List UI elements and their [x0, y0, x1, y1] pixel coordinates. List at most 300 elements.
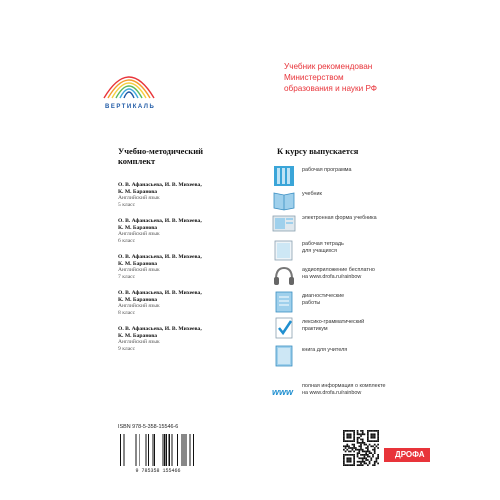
qr-cell [352, 464, 354, 466]
qr-cell [348, 437, 350, 439]
component-item [272, 264, 472, 288]
qr-cell [370, 445, 372, 447]
qr-cell [377, 444, 379, 446]
book-entry [118, 254, 258, 280]
qr-cell [374, 449, 376, 451]
qr-cell [370, 440, 372, 442]
recommendation-line: Министерством [284, 73, 344, 82]
qr-cell [365, 459, 367, 461]
qr-cell [374, 452, 376, 454]
book-authors: К. М. Баранова [118, 224, 158, 231]
qr-cell [374, 463, 376, 465]
book-authors: О. В. Афанасьева, И. В. Михеева, [118, 326, 202, 332]
component-label-line: практикум [302, 325, 328, 332]
qr-cell [370, 430, 372, 432]
qr-cell [369, 430, 371, 432]
qr-cell [369, 444, 371, 446]
qr-cell [343, 445, 345, 447]
qr-cell [367, 459, 369, 461]
component-label-line: на www.drofa.ru/rainbow [302, 389, 362, 396]
textbook-icon [272, 188, 296, 212]
qr-cell [348, 451, 350, 453]
component-label [302, 347, 452, 354]
qr-cell [370, 435, 372, 437]
book-grade: 5 класс [118, 201, 136, 208]
qr-cell [357, 437, 359, 439]
component-label [302, 293, 452, 306]
barcode [118, 430, 198, 474]
qr-cell [364, 442, 366, 444]
barcode-bar [154, 434, 156, 466]
qr-cell [377, 435, 379, 437]
qr-cell [360, 449, 362, 451]
component-label [302, 215, 452, 222]
qr-cell [364, 456, 366, 458]
qr-cell [343, 457, 345, 459]
qr-cell [362, 442, 364, 444]
component-item [272, 212, 472, 236]
qr-cells [343, 430, 379, 466]
qr-cell [345, 445, 347, 447]
qr-cell [353, 439, 355, 441]
qr-cell [357, 464, 359, 466]
barcode-bar [177, 434, 178, 466]
qr-cell [353, 447, 355, 449]
qr-cell [346, 437, 348, 439]
qr-cell [352, 447, 354, 449]
book-subject: Английский язык [118, 339, 160, 346]
qr-cell [367, 432, 369, 434]
qr-cell [350, 430, 352, 432]
qr-cell [350, 457, 352, 459]
qr-cell [350, 437, 352, 439]
qr-cell [377, 463, 379, 465]
teacher-book-icon [272, 344, 296, 368]
qr-cell [367, 456, 369, 458]
component-item [272, 380, 472, 404]
barcode-bar [186, 434, 187, 466]
qr-cell [374, 447, 376, 449]
qr-cell [374, 437, 376, 439]
qr-cell [377, 433, 379, 435]
qr-cell [345, 447, 347, 449]
qr-cell [343, 440, 345, 442]
qr-cell [365, 447, 367, 449]
component-label [302, 241, 452, 254]
qr-cell [345, 451, 347, 453]
qr-cell [357, 432, 359, 434]
qr-cell [353, 457, 355, 459]
qr-cell [343, 437, 345, 439]
qr-cell [345, 430, 347, 432]
qr-cell [362, 451, 364, 453]
barcode-bar [120, 434, 121, 466]
qr-cell [360, 430, 362, 432]
qr-cell [348, 461, 350, 463]
qr-cell [369, 461, 371, 463]
qr-cell [353, 454, 355, 456]
qr-cell [352, 430, 354, 432]
qr-cell [353, 459, 355, 461]
barcode-bar [193, 434, 194, 466]
qr-cell [365, 444, 367, 446]
qr-cell [365, 457, 367, 459]
qr-cell [372, 435, 374, 437]
qr-cell [377, 439, 379, 441]
qr-cell [343, 439, 345, 441]
book-authors: О. В. Афанасьева, И. В. Михеева, [118, 290, 202, 296]
qr-cell [353, 464, 355, 466]
qr-cell [358, 464, 360, 466]
drofa-logo-text: ДРОФА [395, 450, 425, 459]
qr-cell [374, 461, 376, 463]
qr-cell [357, 442, 359, 444]
qr-cell [350, 433, 352, 435]
qr-cell [350, 454, 352, 456]
component-label-line: аудиоприложение бесплатно [302, 267, 375, 273]
electronic-textbook-icon [272, 212, 296, 236]
qr-cell [357, 439, 359, 441]
qr-cell [343, 464, 345, 466]
component-label [302, 383, 452, 396]
qr-cell [360, 445, 362, 447]
component-item [272, 188, 472, 212]
qr-cell [369, 463, 371, 465]
qr-cell [360, 433, 362, 435]
qr-cell [343, 432, 345, 434]
qr-cell [360, 447, 362, 449]
qr-cell [350, 459, 352, 461]
book-subject: Английский язык [118, 195, 160, 202]
qr-cell [348, 454, 350, 456]
qr-cell [348, 459, 350, 461]
qr-cell [377, 437, 379, 439]
qr-cell [343, 433, 345, 435]
qr-cell [343, 430, 345, 432]
book-authors: К. М. Баранова [118, 332, 158, 339]
qr-cell [353, 440, 355, 442]
qr-cell [372, 445, 374, 447]
book-authors: К. М. Баранова [118, 260, 158, 267]
qr-cell [377, 432, 379, 434]
qr-cell [367, 447, 369, 449]
qr-cell [346, 449, 348, 451]
qr-cell [367, 430, 369, 432]
work-program-icon [272, 164, 296, 188]
diagnostic-icon [272, 290, 296, 314]
qr-cell [370, 452, 372, 454]
qr-cell [352, 454, 354, 456]
qr-cell [372, 454, 374, 456]
qr-cell [346, 444, 348, 446]
component-label-line: для учащихся [302, 247, 337, 254]
book-entry [118, 326, 258, 352]
qr-cell [370, 457, 372, 459]
barcode-bar [172, 434, 173, 466]
barcode-bar [153, 434, 154, 466]
qr-cell [358, 452, 360, 454]
qr-cell [362, 454, 364, 456]
qr-cell [348, 430, 350, 432]
qr-cell [362, 440, 364, 442]
qr-cell [360, 461, 362, 463]
qr-cell [343, 463, 345, 465]
qr-cell [357, 440, 359, 442]
qr-cell [369, 456, 371, 458]
qr-cell [353, 463, 355, 465]
qr-cell [348, 447, 350, 449]
component-label-line: рабочая тетрадь [302, 241, 344, 247]
qr-cell [362, 457, 364, 459]
qr-cell [357, 433, 359, 435]
headphones-icon [272, 264, 296, 288]
qr-cell [372, 449, 374, 451]
barcode-bars [120, 434, 194, 466]
component-label-line: книга для учителя [302, 347, 348, 353]
qr-cell [348, 433, 350, 435]
qr-cell [343, 449, 345, 451]
component-label [302, 191, 452, 198]
qr-cell [367, 454, 369, 456]
book-authors: К. М. Баранова [118, 296, 158, 303]
qr-cell [357, 456, 359, 458]
qr-cell [357, 452, 359, 454]
qr-cell [362, 433, 364, 435]
qr-cell [346, 445, 348, 447]
www-icon: www [272, 387, 294, 397]
recommendation-line: образования и науки РФ [284, 84, 378, 93]
book-grade: 7 класс [118, 273, 136, 280]
qr-cell [367, 433, 369, 435]
component-label [302, 319, 452, 332]
component-item [272, 290, 472, 314]
qr-cell [374, 440, 376, 442]
book-subject: Английский язык [118, 231, 160, 238]
qr-cell [362, 432, 364, 434]
qr-cell [355, 447, 357, 449]
qr-cell [353, 432, 355, 434]
isbn-text: ISBN 978-5-358-15546-6 [118, 424, 179, 430]
qr-cell [353, 456, 355, 458]
qr-cell [370, 459, 372, 461]
qr-cell [353, 435, 355, 437]
qr-cell [350, 461, 352, 463]
qr-cell [350, 440, 352, 442]
qr-cell [377, 430, 379, 432]
qr-cell [360, 464, 362, 466]
qr-cell [352, 444, 354, 446]
qr-cell [362, 430, 364, 432]
qr-cell [367, 445, 369, 447]
qr-cell [350, 435, 352, 437]
component-label-line: учебник [302, 191, 322, 197]
qr-cell [362, 461, 364, 463]
qr-cell [346, 464, 348, 466]
qr-cell [377, 456, 379, 458]
vertikal-logo-icon [100, 52, 158, 104]
component-label-line: диагностические [302, 293, 345, 299]
component-label-line: электронная форма учебника [302, 215, 377, 221]
qr-cell [374, 430, 376, 432]
qr-cell [348, 445, 350, 447]
qr-cell [353, 444, 355, 446]
qr-cell [345, 464, 347, 466]
barcode-bar [164, 434, 165, 466]
qr-cell [357, 430, 359, 432]
qr-cell [346, 454, 348, 456]
qr-cell [343, 461, 345, 463]
qr-cell [367, 440, 369, 442]
qr-cell [360, 444, 362, 446]
barcode-bar [185, 434, 186, 466]
qr-cell [360, 454, 362, 456]
qr-cell [365, 463, 367, 465]
qr-cell [355, 449, 357, 451]
qr-cell [374, 435, 376, 437]
barcode-digits: 9 785358 155466 [135, 468, 181, 474]
drofa-logo [384, 448, 430, 462]
qr-cell [367, 449, 369, 451]
book-entry [118, 218, 258, 244]
qr-cell [370, 437, 372, 439]
qr-cell [352, 449, 354, 451]
recommendation-line: Учебник рекомендован [284, 62, 373, 71]
qr-cell [374, 451, 376, 453]
book-authors: К. М. Баранова [118, 188, 158, 195]
barcode-bar [139, 434, 140, 466]
qr-cell [365, 452, 367, 454]
qr-cell [372, 430, 374, 432]
qr-cell [353, 445, 355, 447]
qr-cell [346, 435, 348, 437]
qr-cell [358, 437, 360, 439]
book-subject: Английский язык [118, 267, 160, 274]
qr-cell [353, 433, 355, 435]
qr-cell [357, 454, 359, 456]
qr-cell [364, 463, 366, 465]
qr-cell [345, 454, 347, 456]
qr-cell [365, 454, 367, 456]
checkmark-icon [272, 316, 296, 340]
qr-cell [350, 464, 352, 466]
qr-cell [364, 433, 366, 435]
qr-cell [367, 435, 369, 437]
qr-cell [360, 457, 362, 459]
qr-cell [358, 451, 360, 453]
qr-cell [346, 457, 348, 459]
book-grade: 9 класс [118, 345, 136, 352]
qr-cell [360, 435, 362, 437]
qr-cell [374, 464, 376, 466]
qr-cell [364, 451, 366, 453]
qr-cell [358, 445, 360, 447]
qr-cell [364, 461, 366, 463]
kit-heading: К курсу выпускается [277, 146, 359, 156]
qr-cell [367, 451, 369, 453]
qr-cell [343, 459, 345, 461]
qr-cell [362, 459, 364, 461]
qr-cell [345, 440, 347, 442]
barcode-bar [183, 434, 184, 466]
barcode-bar [184, 434, 185, 466]
qr-cell [365, 451, 367, 453]
qr-cell [348, 440, 350, 442]
qr-cell [364, 454, 366, 456]
barcode-bar [169, 434, 171, 466]
barcode-bar [190, 434, 191, 466]
qr-cell [346, 430, 348, 432]
barcode-bar [146, 434, 147, 466]
qr-cell [343, 435, 345, 437]
qr-cell [367, 439, 369, 441]
component-label [302, 267, 452, 280]
qr-cell [360, 463, 362, 465]
qr-cell [369, 451, 371, 453]
component-item [272, 164, 472, 188]
qr-cell [343, 456, 345, 458]
component-label-line: лексико-грамматический [302, 319, 365, 325]
qr-cell [360, 439, 362, 441]
book-entry [118, 182, 258, 208]
qr-cell [358, 449, 360, 451]
qr-cell [369, 452, 371, 454]
qr-cell [346, 461, 348, 463]
component-item [272, 344, 472, 368]
qr-cell [376, 430, 378, 432]
workbook-icon [272, 238, 296, 262]
qr-cell [343, 454, 345, 456]
book-grade: 8 класс [118, 309, 136, 316]
qr-cell [346, 433, 348, 435]
qr-cell [372, 437, 374, 439]
component-label-line: полная информация о комплекте [302, 383, 386, 389]
qr-cell [376, 440, 378, 442]
barcode-bar [124, 434, 125, 466]
qr-cell [367, 464, 369, 466]
qr-cell [372, 456, 374, 458]
component-label [302, 167, 452, 174]
qr-cell [357, 449, 359, 451]
qr-cell [377, 454, 379, 456]
qr-cell [372, 464, 374, 466]
book-entry [118, 290, 258, 316]
qr-cell [353, 461, 355, 463]
book-authors: О. В. Афанасьева, И. В. Михеева, [118, 182, 202, 188]
qr-cell [358, 442, 360, 444]
qr-cell [346, 459, 348, 461]
qr-cell [360, 442, 362, 444]
umk-heading-line: комплект [118, 156, 156, 166]
qr-cell [352, 440, 354, 442]
component-label-line: рабочая программа [302, 167, 352, 173]
barcode-bar [136, 434, 137, 466]
qr-cell [377, 440, 379, 442]
qr-cell [357, 461, 359, 463]
qr-cell [350, 451, 352, 453]
barcode-bar [148, 434, 149, 466]
book-grade: 6 класс [118, 237, 136, 244]
qr-cell [358, 457, 360, 459]
component-label-line: работы [302, 299, 321, 306]
qr-cell [348, 435, 350, 437]
barcode-bar [166, 434, 168, 466]
barcode-bar [182, 434, 183, 466]
component-label-line: на www.drofa.ru/rainbow [302, 273, 362, 280]
barcode-bar [163, 434, 164, 466]
qr-cell [348, 464, 350, 466]
qr-cell [374, 433, 376, 435]
umk-heading-line: Учебно-методический [118, 146, 203, 156]
